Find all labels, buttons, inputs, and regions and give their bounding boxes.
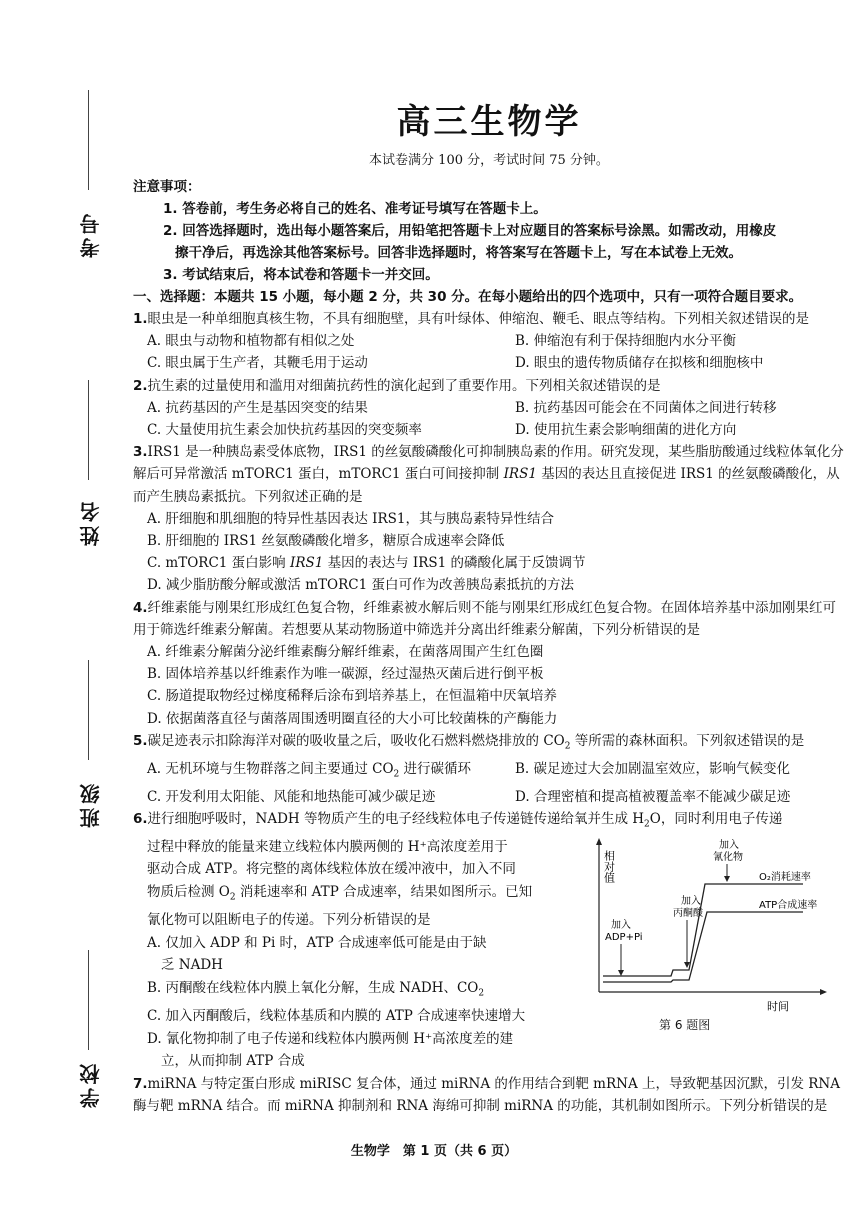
option-a: A. 无机环境与生物群落之间主要通过 $CO_2$ 进行碳循环 [147, 760, 472, 780]
divider-line [88, 90, 89, 190]
option-c: C. 大量使用抗生素会加快抗药基因的突变频率 [147, 422, 422, 439]
notes-title: 注意事项： [133, 179, 201, 195]
question-stem: IRS1 是一种胰岛素受体底物，IRS1 的丝氨酸磷酸化可抑制胰岛素的作用。研究发现，某些脂肪酸通过线粒体氧化分解后可异常激活 mTORC1 蛋白，mTORC1 蛋白可间接抑制 [133, 444, 844, 483]
question-3 [133, 441, 845, 508]
question-stem: 眼虫是一种单细胞真核生物，不具有细胞壁，具有叶绿体、伸缩泡、鞭毛、眼点等结构。下列相关叙述错误的是 [147, 311, 810, 327]
option-text: A. 无机环境与生物群落之间主要通过 CO [147, 760, 394, 777]
option-b: B. 丙酮酸在线粒体内膜上氧化分解，生成 NADH、$CO_2$ [147, 979, 485, 999]
question-number: 4. [133, 599, 148, 616]
option-d: 立，从而抑制 ATP 合成 [161, 1053, 305, 1070]
question-stem: 氰化物可以阻断电子的传递。下列分析错误的是 [147, 912, 431, 929]
question-number: 3. [133, 444, 148, 461]
option-d: D. 减少脂肪酸分解或激活 mTORC1 蛋白可作为改善胰岛素抵抗的方法 [147, 577, 574, 594]
question-5-options [133, 758, 845, 808]
section-heading: 一、选择题：本题共 15 小题，每小题 2 分，共 30 分。在每小题给出的四个选项中，只有一项符合题目要求。 [133, 289, 803, 305]
question-stem: 过程中释放的能量来建立线粒体内膜两侧的 H⁺高浓度差用于 [147, 838, 508, 855]
binding-strip [0, 0, 115, 1227]
question-number: 6. [133, 810, 148, 827]
divider-line [88, 660, 89, 760]
option-b: B. 伸缩泡有利于保持细胞内水分平衡 [515, 333, 737, 350]
option-d: D. 眼虫的遗传物质储存在拟核和细胞核中 [515, 355, 764, 372]
option-a: 乏 NADH [161, 957, 223, 974]
annotation-pyruvate: 加入 [681, 895, 701, 907]
annotation-adp: ADP+Pi [605, 931, 643, 943]
question-number: 5. [133, 732, 148, 749]
question-2 [133, 375, 845, 397]
question-stem: 纤维素能与刚果红形成红色复合物，纤维素被水解后则不能与刚果红形成红色复合物。在固体培养基中添加刚果红可用于筛选纤维素分解菌。若想要从某动物肠道中筛选并分离出纤维素分解菌，下列分析错误的是 [133, 599, 837, 638]
option-b: B. 碳足迹过大会加剧温室效应，影响气候变化 [515, 760, 791, 777]
school-label: 学校 [79, 1060, 103, 1108]
question-stem: 消耗速率和 ATP 合成速率，结果如图所示。已知 [235, 883, 533, 900]
question-stem: 物质后检测 $O_2$ 消耗速率和 ATP 合成速率，结果如图所示。已知 [147, 883, 533, 903]
question-stem: O，同时利用电子传递 [649, 810, 783, 827]
option-b: B. 固体培养基以纤维素作为唯一碳源，经过湿热灭菌后进行倒平板 [147, 666, 544, 683]
x-axis-arrow [820, 989, 827, 995]
gene-name: IRS1 [503, 466, 537, 483]
note-item: 擦干净后，再选涂其他答案标号。回答非选择题时，将答案写在答题卡上，写在本试卷上无效。 [175, 245, 742, 261]
question-stem: 驱动合成 ATP。将完整的离体线粒体放在缓冲液中，加入不同 [147, 861, 516, 878]
question-stem: miRNA 与特定蛋白形成 miRISC 复合体，通过 miRNA 的作用结合到靶 mRNA 上，导致靶基因沉默，引发 RNA 酶与靶 mRNA 结合。而 miRNA 抑制剂和 RNA 海绵可抑制 miRNA 的功能，其机制如图所示。下列分析错误的是 [133, 1076, 840, 1115]
o2-consumption-line [603, 884, 803, 976]
option-text: 进行碳循环 [399, 760, 472, 777]
option-b: B. 肝细胞的 IRS1 丝氨酸磷酸化增多，糖原合成速率会降低 [147, 533, 505, 550]
option-b: B. 抗药基因可能会在不同菌体之间进行转移 [515, 399, 777, 416]
divider-line [88, 380, 89, 480]
class-label: 班级 [79, 780, 103, 828]
page-title: 高三生物学 [396, 102, 582, 142]
option-c: C. 眼虫属于生产者，其鞭毛用于运动 [147, 355, 368, 372]
option-text: 基因的表达与 IRS1 的磷酸化属于反馈调节 [323, 555, 586, 572]
option-c: C. 加入丙酮酸后，线粒体基质和内膜的 ATP 合成速率快速增大 [147, 1008, 526, 1025]
option-a: A. 肝细胞和肌细胞的特异性基因表达 IRS1，其与胰岛素特异性结合 [147, 510, 554, 527]
option-a: A. 眼虫与动物和植物都有相似之处 [147, 333, 355, 350]
y-axis-label: 相对值 [602, 849, 616, 883]
note-item: 1. 答卷前，考生务必将自己的姓名、准考证号填写在答题卡上。 [163, 201, 547, 217]
series-label-o2: O₂消耗速率 [759, 871, 811, 883]
option-d: D. 合理密植和提高植被覆盖率不能减少碳足迹 [515, 788, 791, 805]
option-d: D. 依据菌落直径与菌落周围透明圈直径的大小可比较菌株的产酶能力 [147, 710, 558, 727]
question-6-figure [591, 836, 841, 1036]
question-stem: 基因的表达且直接促进 IRS1 的丝氨酸磷酸化，从而产生胰岛素抵抗。下列叙述正确的是 [133, 466, 840, 505]
page-footer: 生物学 第 1 页（共 6 页） [350, 1144, 518, 1159]
gene-name: IRS1 [289, 555, 324, 572]
name-label: 姓名 [79, 498, 103, 546]
option-a: A. 仅加入 ADP 和 Pi 时，ATP 合成速率低可能是由于缺 [147, 934, 487, 951]
annotation-adp: 加入 [611, 919, 631, 931]
question-stem: 碳足迹表示扣除海洋对碳的吸收量之后，吸收化石燃料燃烧排放的 CO [147, 732, 565, 749]
series-label-atp: ATP合成速率 [759, 899, 818, 911]
y-axis-arrow [596, 838, 602, 845]
annotation-cyanide: 氰化物 [713, 851, 743, 863]
question-4 [133, 597, 845, 641]
question-6 [133, 808, 845, 1073]
option-d: D. 使用抗生素会影响细菌的进化方向 [515, 422, 737, 439]
question-2-options [133, 397, 845, 441]
atp-synthesis-line [603, 912, 803, 982]
question-stem: 6.进行细胞呼吸时，NADH 等物质产生的电子经线粒体电子传递链传递给氧并生成 $H_2O$，同时利用电子传递 [133, 810, 783, 830]
option-a: A. 纤维素分解菌分泌纤维素酶分解纤维素，在菌落周围产生红色圈 [147, 644, 544, 661]
question-6-body [133, 836, 573, 1073]
exam-page [133, 100, 845, 1117]
question-stem: 进行细胞呼吸时，NADH 等物质产生的电子经线粒体电子传递链传递给氧并生成 H [147, 810, 645, 827]
option-c [133, 552, 845, 574]
option-c: C. 开发利用太阳能、风能和地热能可减少碳足迹 [147, 788, 436, 805]
divider-line [88, 950, 89, 1050]
figure-caption: 第 6 题图 [659, 1017, 711, 1032]
question-number: 7. [133, 1076, 148, 1093]
option-c: C. 肠道提取物经过梯度稀释后涂布到培养基上，在恒温箱中厌氧培养 [147, 688, 557, 705]
question-number: 1. [133, 311, 148, 327]
note-item: 2. 回答选择题时，选出每小题答案后，用铅笔把答题卡上对应题目的答案标号涂黑。如需改动，用橡皮 [163, 223, 777, 239]
annotation-cyanide: 加入 [719, 839, 739, 851]
question-5: 5.碳足迹表示扣除海洋对碳的吸收量之后，吸收化石燃料燃烧排放的 $CO_2$ 等所需的森林面积。下列叙述错误的是 [133, 732, 805, 752]
question-stem: 物质后检测 O [147, 883, 230, 900]
note-item: 3. 考试结束后，将本试卷和答题卡一并交回。 [163, 267, 439, 283]
question-stem: 抗生素的过量使用和滥用对细菌抗药性的演化起到了重要作用。下列相关叙述错误的是 [147, 377, 661, 394]
question-stem: 等所需的森林面积。下列叙述错误的是 [570, 732, 805, 749]
x-axis-label: 时间 [767, 999, 789, 1013]
option-text: B. 丙酮酸在线粒体内膜上氧化分解，生成 NADH、CO [147, 979, 479, 996]
question-1-options [133, 330, 845, 374]
annotation-arrowhead [618, 970, 624, 976]
rate-graph [591, 836, 841, 1016]
question-number: 2. [133, 377, 148, 394]
option-d: D. 氰化物抑制了电子传递和线粒体内膜两侧 H⁺高浓度差的建 [147, 1030, 514, 1047]
annotation-arrowhead [724, 876, 730, 882]
option-text: C. mTORC1 蛋白影响 [147, 555, 290, 572]
question-1 [133, 308, 845, 330]
annotation-pyruvate: 丙酮酸 [673, 907, 703, 919]
exam-number-label: 考号 [79, 210, 103, 258]
option-a: A. 抗药基因的产生是基因突变的结果 [147, 399, 368, 416]
exam-info: 本试卷满分 100 分，考试时间 75 分钟。 [369, 153, 609, 168]
question-7 [133, 1073, 845, 1117]
